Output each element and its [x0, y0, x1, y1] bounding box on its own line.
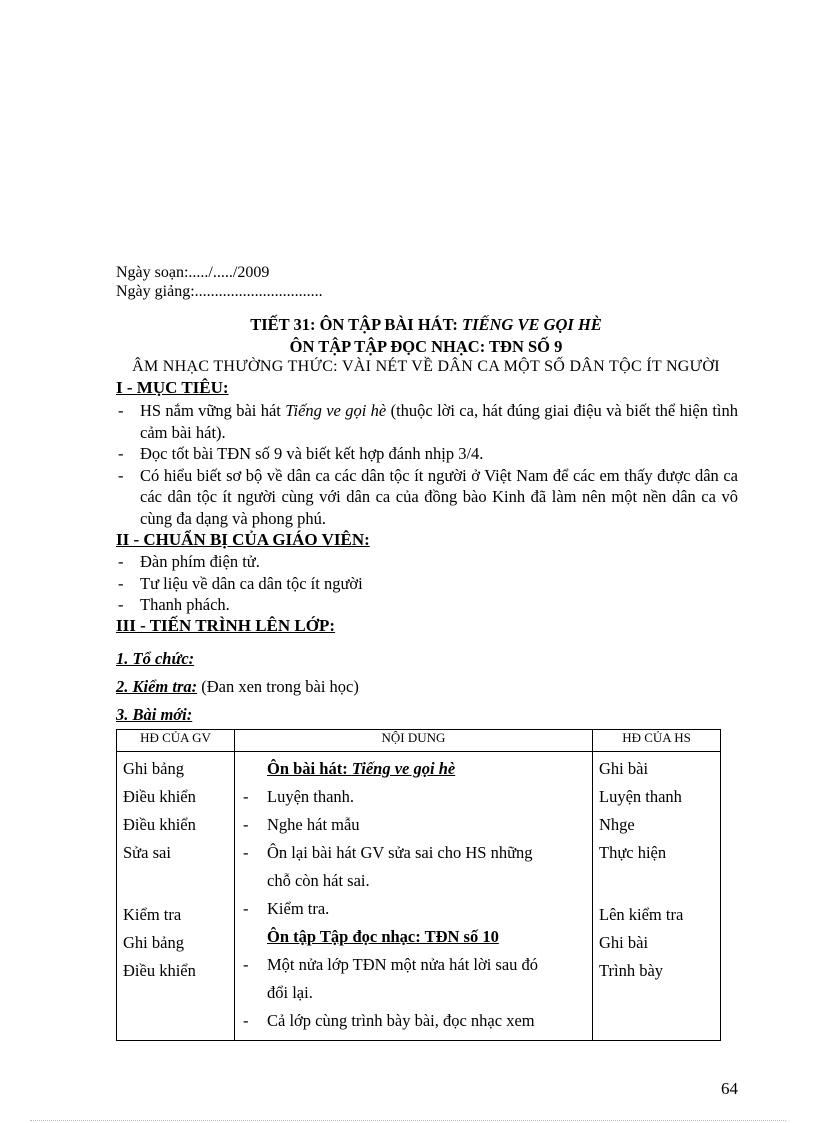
hs-item: Luyện thanh: [599, 787, 682, 806]
objective-item: - HS nắm vững bài hát Tiếng ve gọi hè (thuộc lời ca, hát đúng giai điệu và biết thể hiện tình cảm bài hát).: [116, 400, 738, 443]
preparation-list: [116, 551, 738, 616]
section-preparation-heading: II - CHUẨN BỊ CỦA GIÁO VIÊN:: [116, 530, 370, 549]
content-item: - Cả lớp cùng trình bày bài, đọc nhạc xem: [241, 1007, 586, 1035]
step-check: 2. Kiểm tra: (Đan xen trong bài học): [116, 677, 359, 696]
content-item: - Luyện thanh.: [241, 783, 586, 811]
hs-item: Trình bày: [599, 961, 664, 980]
content-item: - Kiểm tra.: [241, 895, 586, 923]
date-block: [116, 263, 323, 301]
footer-divider: [30, 1120, 786, 1121]
gv-item: Điều khiển: [123, 815, 196, 834]
hs-item: Lên kiểm tra: [599, 905, 684, 924]
section-procedure-heading: III - TIẾN TRÌNH LÊN LỚP:: [116, 616, 336, 635]
gv-item: Kiểm tra: [123, 905, 182, 924]
content-item: - Một nửa lớp TĐN một nửa hát lời sau đó: [241, 951, 586, 979]
lesson-title: [116, 315, 736, 335]
objective-item: - Có hiểu biết sơ bộ về dân ca các dân tộc ít người ở Việt Nam để các em thấy được dân ca các dân tộc ít người cùng với dân ca của đồng bào Kinh đã làm nên một nền dân ca vô cùng đa dạng và phong phú.: [116, 465, 738, 530]
lesson-subtitle: ÔN TẬP TẬP ĐỌC NHẠC: TĐN SỐ 9: [289, 337, 563, 356]
objectives-list: [116, 400, 738, 529]
content-item-continued: đổi lại.: [267, 983, 313, 1002]
gv-item: Sửa sai: [123, 843, 171, 862]
header-student-activity: HĐ CỦA HS: [593, 730, 721, 752]
header-teacher-activity: HĐ CỦA GV: [117, 730, 235, 752]
preparation-item: - Tư liệu về dân ca dân tộc ít người: [116, 573, 738, 595]
step-organization: 1. Tổ chức:: [116, 649, 195, 668]
student-activity-cell: [593, 752, 721, 1041]
lesson-topic: ÂM NHẠC THƯỜNG THỨC: VÀI NÉT VỀ DÂN CA MỘT SỐ DÂN TỘC ÍT NGƯỜI: [132, 358, 720, 375]
hs-item: Thực hiện: [599, 843, 667, 862]
step-new-lesson: 3. Bài mới:: [116, 705, 193, 724]
preparation-item: - Đàn phím điện tử.: [116, 551, 738, 573]
date-prepared: Ngày soạn:...../...../2009: [116, 264, 270, 281]
content-item: - Ôn lại bài hát GV sửa sai cho HS những: [241, 839, 586, 867]
header-content: NỘI DUNG: [235, 730, 593, 752]
gv-item: Ghi bảng: [123, 759, 184, 778]
content-heading-song: Ôn bài hát: Tiếng ve gọi hè: [267, 759, 456, 778]
page-number: 64: [721, 1079, 738, 1098]
lesson-title-prefix: TIẾT 31: ÔN TẬP BÀI HÁT:: [250, 315, 462, 334]
hs-item: Ghi bài: [599, 759, 649, 778]
lesson-song-title: TIẾNG VE GỌI HÈ: [461, 315, 602, 334]
teacher-activity-cell: [117, 752, 235, 1041]
hs-item: Ghi bài: [599, 933, 649, 952]
hs-item: Nhge: [599, 815, 635, 834]
content-item: - Nghe hát mẫu: [241, 811, 586, 839]
preparation-item: - Thanh phách.: [116, 594, 738, 616]
content-cell: [235, 752, 593, 1041]
date-taught: Ngày giảng:................................: [116, 283, 323, 300]
objective-item: - Đọc tốt bài TĐN số 9 và biết kết hợp đánh nhịp 3/4.: [116, 443, 738, 465]
gv-item: Điều khiển: [123, 961, 196, 980]
gv-item: Điều khiển: [123, 787, 196, 806]
content-item-continued: chỗ còn hát sai.: [267, 871, 370, 890]
lesson-plan-table: [116, 729, 721, 1041]
section-objectives-heading: I - MỤC TIÊU:: [116, 378, 229, 397]
gv-item: Ghi bảng: [123, 933, 184, 952]
content-heading-reading: Ôn tập Tập đọc nhạc: TĐN số 10: [267, 927, 499, 946]
